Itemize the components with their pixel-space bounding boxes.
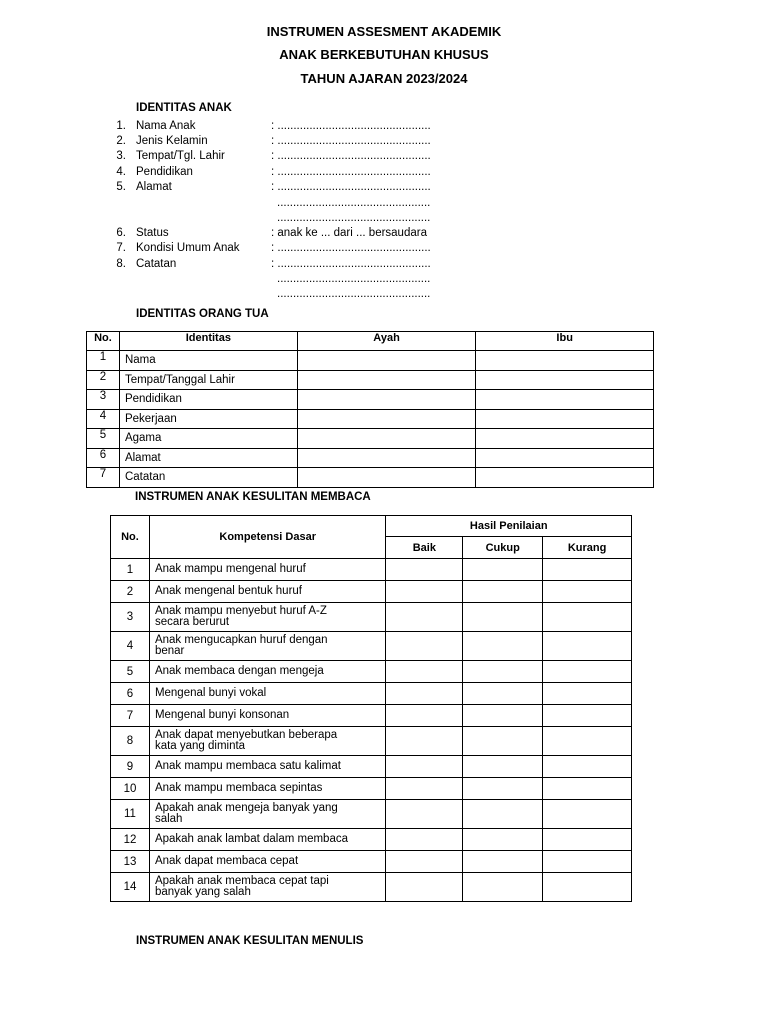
cukup-cell [463, 873, 543, 902]
baik-cell [386, 559, 463, 581]
table-row [111, 873, 632, 902]
table-row [87, 370, 654, 390]
ibu-cell [476, 429, 654, 449]
cukup-cell [463, 581, 543, 603]
parent-identity-table [86, 331, 654, 488]
kompetensi-text-cont: secara berurut [154, 616, 230, 628]
kompetensi-text: Anak mampu menyebut huruf A-Z [154, 604, 327, 617]
kompetensi-text: Anak mampu membaca satu kalimat [154, 759, 341, 772]
kompetensi-cell [149, 705, 386, 727]
kurang-cell [543, 727, 632, 756]
kompetensi-text-cont: kata yang diminta [154, 740, 246, 752]
row-number: 2 [111, 581, 150, 603]
col-ayah-header: Ayah [297, 332, 476, 351]
kurang-cell [543, 603, 632, 632]
table-row [111, 727, 632, 756]
col-hasil-header: Hasil Penilaian [386, 516, 632, 537]
item-number: 2. [116, 135, 126, 147]
table-row [87, 468, 654, 488]
kurang-cell [543, 683, 632, 705]
baik-cell [386, 778, 463, 800]
kompetensi-cell [149, 727, 386, 756]
row-label: Tempat/Tanggal Lahir [119, 370, 297, 390]
row-number: 6 [111, 683, 150, 705]
item-value: : ................................................ [271, 258, 431, 270]
cukup-cell [463, 851, 543, 873]
col-ibu-header: Ibu [476, 332, 654, 351]
item-number: 6. [116, 227, 126, 239]
identitas-anak-heading: IDENTITAS ANAK [136, 102, 232, 114]
kompetensi-text: Mengenal bunyi vokal [154, 686, 267, 699]
ibu-cell [476, 409, 654, 429]
item-label: Kondisi Umum Anak [136, 242, 240, 254]
item-value: : ................................................ [271, 242, 431, 254]
col-cukup-header: Cukup [463, 537, 543, 559]
kompetensi-cell [149, 603, 386, 632]
cukup-cell [463, 756, 543, 778]
table-row [87, 429, 654, 449]
col-kompetensi-header: Kompetensi Dasar [149, 516, 386, 559]
ibu-cell [476, 468, 654, 488]
row-number: 4 [111, 632, 150, 661]
baik-cell [386, 683, 463, 705]
row-label: Catatan [119, 468, 297, 488]
row-label: Pekerjaan [119, 409, 297, 429]
cukup-cell [463, 603, 543, 632]
baik-cell [386, 661, 463, 683]
table-row [111, 829, 632, 851]
item-number: 5. [116, 181, 126, 193]
row-number: 14 [111, 873, 150, 902]
row-number: 1 [111, 559, 150, 581]
catatan-continuation-1: ................................................ [277, 273, 431, 285]
row-number: 3 [111, 603, 150, 632]
kompetensi-text-cont: salah [154, 813, 183, 825]
kompetensi-cell [149, 756, 386, 778]
cukup-cell [463, 632, 543, 661]
row-number: 4 [87, 409, 120, 429]
kesulitan-membaca-heading: INSTRUMEN ANAK KESULITAN MEMBACA [135, 491, 371, 503]
row-number: 13 [111, 851, 150, 873]
item-value: : ................................................ [271, 150, 431, 162]
kompetensi-cell [149, 800, 386, 829]
kompetensi-cell [149, 632, 386, 661]
row-label: Pendidikan [119, 390, 297, 410]
kompetensi-text: Anak dapat membaca cepat [154, 854, 299, 867]
baik-cell [386, 581, 463, 603]
ayah-cell [297, 429, 476, 449]
table-row [111, 603, 632, 632]
identitas-orang-tua-heading: IDENTITAS ORANG TUA [136, 308, 269, 320]
kompetensi-text: Apakah anak membaca cepat tapi [154, 874, 329, 887]
ayah-cell [297, 448, 476, 468]
baik-cell [386, 603, 463, 632]
item-value: : ................................................ [271, 166, 431, 178]
item-label: Nama Anak [136, 120, 196, 132]
item-label: Tempat/Tgl. Lahir [136, 150, 225, 162]
kompetensi-text: Anak dapat menyebutkan beberapa [154, 728, 338, 741]
kesulitan-menulis-heading: INSTRUMEN ANAK KESULITAN MENULIS [136, 935, 364, 947]
table-row [87, 448, 654, 468]
kurang-cell [543, 851, 632, 873]
kompetensi-cell [149, 661, 386, 683]
table-header-row [87, 332, 654, 351]
row-label: Nama [119, 351, 297, 371]
catatan-continuation-2: ................................................ [277, 288, 431, 300]
row-number: 9 [111, 756, 150, 778]
kompetensi-cell [149, 778, 386, 800]
table-row [111, 559, 632, 581]
document-title: INSTRUMEN ASSESMENT AKADEMIK [266, 24, 502, 39]
kurang-cell [543, 705, 632, 727]
baik-cell [386, 851, 463, 873]
ibu-cell [476, 370, 654, 390]
row-number: 5 [111, 661, 150, 683]
kompetensi-text: Anak mengucapkan huruf dengan [154, 633, 328, 646]
baik-cell [386, 632, 463, 661]
baik-cell [386, 756, 463, 778]
item-number: 8. [116, 258, 126, 270]
table-row [111, 756, 632, 778]
item-label: Pendidikan [136, 166, 193, 178]
col-no-header: No. [111, 516, 150, 559]
ayah-cell [297, 351, 476, 371]
ayah-cell [297, 390, 476, 410]
kurang-cell [543, 778, 632, 800]
document-subtitle: ANAK BERKEBUTUHAN KHUSUS [279, 47, 489, 62]
kompetensi-text-cont: benar [154, 645, 185, 657]
table-row [111, 632, 632, 661]
col-kurang-header: Kurang [543, 537, 632, 559]
row-label: Alamat [119, 448, 297, 468]
row-number: 7 [111, 705, 150, 727]
kompetensi-text: Anak membaca dengan mengeja [154, 664, 324, 677]
kompetensi-cell [149, 683, 386, 705]
kompetensi-text: Mengenal bunyi konsonan [154, 708, 290, 721]
cukup-cell [463, 778, 543, 800]
kompetensi-text: Apakah anak mengeja banyak yang [154, 801, 338, 814]
item-label: Catatan [136, 258, 177, 270]
ibu-cell [476, 351, 654, 371]
baik-cell [386, 727, 463, 756]
row-number: 8 [111, 727, 150, 756]
kurang-cell [543, 873, 632, 902]
baik-cell [386, 705, 463, 727]
item-number: 4. [116, 166, 126, 178]
row-number: 5 [87, 429, 120, 449]
item-number: 1. [116, 120, 126, 132]
kompetensi-text: Anak mampu membaca sepintas [154, 781, 323, 794]
item-number: 3. [116, 150, 126, 162]
kompetensi-cell [149, 851, 386, 873]
table-row [111, 705, 632, 727]
table-row [111, 661, 632, 683]
alamat-continuation-2: ................................................ [277, 212, 431, 224]
cukup-cell [463, 727, 543, 756]
row-number: 10 [111, 778, 150, 800]
table-row [111, 581, 632, 603]
cukup-cell [463, 559, 543, 581]
ayah-cell [297, 370, 476, 390]
kurang-cell [543, 581, 632, 603]
row-number: 11 [111, 800, 150, 829]
cukup-cell [463, 705, 543, 727]
row-number: 12 [111, 829, 150, 851]
kompetensi-text: Apakah anak lambat dalam membaca [154, 832, 348, 845]
kompetensi-cell [149, 829, 386, 851]
baik-cell [386, 873, 463, 902]
row-number: 1 [87, 351, 120, 371]
item-value: : ................................................ [271, 120, 431, 132]
item-value: : anak ke ... dari ... bersaudara [271, 227, 427, 239]
row-number: 2 [87, 370, 120, 390]
table-row [87, 351, 654, 371]
item-label: Jenis Kelamin [136, 135, 208, 147]
table-row [111, 683, 632, 705]
table-row [111, 778, 632, 800]
kurang-cell [543, 632, 632, 661]
col-baik-header: Baik [386, 537, 463, 559]
ayah-cell [297, 468, 476, 488]
item-number: 7. [116, 242, 126, 254]
kurang-cell [543, 800, 632, 829]
col-identitas-header: Identitas [119, 332, 297, 351]
item-value: : ................................................ [271, 181, 431, 193]
kompetensi-cell [149, 559, 386, 581]
ibu-cell [476, 390, 654, 410]
cukup-cell [463, 683, 543, 705]
kompetensi-cell [149, 873, 386, 902]
item-label: Alamat [136, 181, 172, 193]
baik-cell [386, 829, 463, 851]
row-number: 6 [87, 448, 120, 468]
col-no-header: No. [87, 332, 120, 351]
kurang-cell [543, 756, 632, 778]
row-label: Agama [119, 429, 297, 449]
table-row [87, 390, 654, 410]
row-number: 7 [87, 468, 120, 488]
baik-cell [386, 800, 463, 829]
alamat-continuation-1: ................................................ [277, 197, 431, 209]
kompetensi-text: Anak mengenal bentuk huruf [154, 584, 302, 597]
table-row [87, 409, 654, 429]
reading-assessment-table [110, 515, 632, 902]
cukup-cell [463, 661, 543, 683]
table-header-row [111, 516, 632, 537]
row-number: 3 [87, 390, 120, 410]
kurang-cell [543, 559, 632, 581]
kompetensi-cell [149, 581, 386, 603]
cukup-cell [463, 800, 543, 829]
cukup-cell [463, 829, 543, 851]
item-value: : ................................................ [271, 135, 431, 147]
kompetensi-text-cont: banyak yang salah [154, 886, 251, 898]
kurang-cell [543, 829, 632, 851]
academic-year: TAHUN AJARAN 2023/2024 [300, 71, 468, 86]
kurang-cell [543, 661, 632, 683]
table-row [111, 851, 632, 873]
table-row [111, 800, 632, 829]
ibu-cell [476, 448, 654, 468]
ayah-cell [297, 409, 476, 429]
kompetensi-text: Anak mampu mengenal huruf [154, 562, 306, 575]
item-label: Status [136, 227, 169, 239]
